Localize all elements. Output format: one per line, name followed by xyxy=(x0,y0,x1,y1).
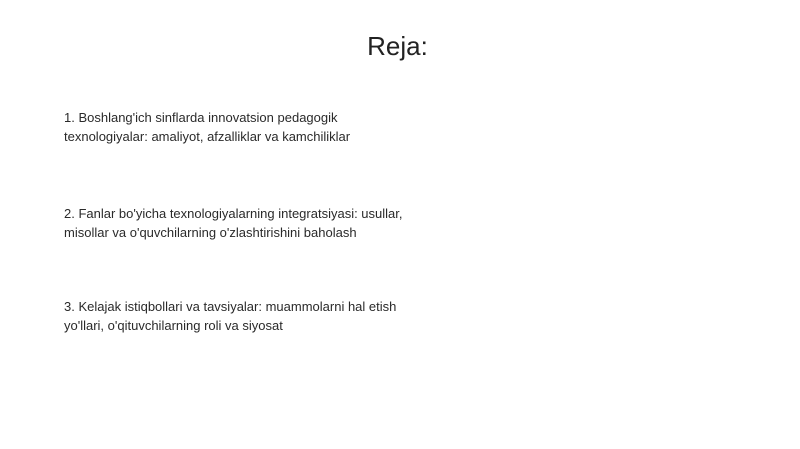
agenda-item-2: 2. Fanlar bo'yicha texnologiyalarning integratsiyasi: usullar, misollar va o'quvchilarning o'zlashtirishini baholash xyxy=(64,206,403,240)
agenda-item-3: 3. Kelajak istiqbollari va tavsiyalar: muammolarni hal etish yo'llari, o'qituvchilarning roli va siyosat xyxy=(64,299,397,333)
agenda-item-1: 1. Boshlang'ich sinflarda innovatsion pedagogik texnologiyalar: amaliyot, afzalliklar va kamchiliklar xyxy=(64,110,351,144)
slide-title: Reja: xyxy=(367,31,428,61)
